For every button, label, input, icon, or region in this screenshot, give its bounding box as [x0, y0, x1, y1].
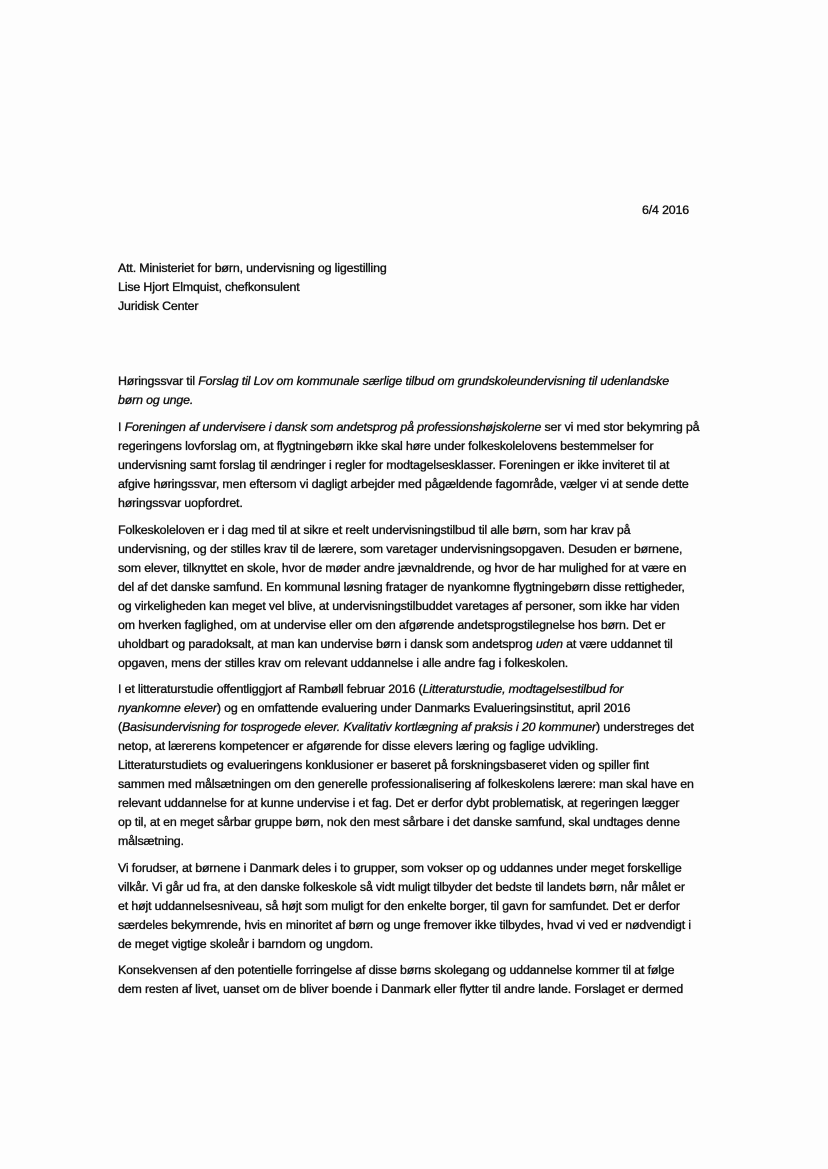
body-paragraph: [118, 680, 738, 851]
text-line: [118, 859, 738, 878]
text: de meget vigtige skoleår i barndom og ungdom.: [118, 936, 373, 951]
letter-date: 6/4 2016: [642, 203, 690, 217]
text: opgaven, mens der stilles krav om relevant uddannelse i alle andre fag i folkeskolen.: [118, 655, 569, 670]
text-line: [118, 775, 738, 794]
text: at være uddannet til: [562, 636, 673, 651]
italic-text: uden: [535, 636, 563, 651]
text: sammen med målsætningen om den generelle professionalisering af folkeskolens lærere: man skal have en: [118, 777, 694, 791]
text-line: [118, 521, 738, 540]
text: som elever, tilknyttet en skole, hvor de møder andre jævnaldrende, og hvor de har mulighed for at være en: [118, 560, 687, 575]
text: uholdbart og paradoksalt, at man kan undervise børn i dansk som andetsprog: [118, 636, 536, 651]
text: regeringens lovforslag om, at flygtningebørn ikke skal høre under folkeskolelovens bestemmelser for: [118, 439, 654, 453]
text-line: [118, 456, 738, 475]
text: (: [118, 720, 122, 734]
text: relevant uddannelse for at kunne undervise i et fag. Det er derfor dybt problematisk, at regeringen lægger: [118, 796, 680, 810]
text: dem resten af livet, uanset om de bliver boende i Danmark eller flytter til andre lande. Forslaget er dermed: [118, 982, 684, 996]
text-line: [118, 718, 738, 737]
text-line: [118, 680, 738, 699]
text-line: [118, 737, 738, 756]
text: Vi forudser, at børnene i Danmark deles i to grupper, som vokser op og uddannes under meget forskellige: [118, 860, 682, 875]
text-line: [118, 813, 738, 832]
text: undervisning samt forslag til ændringer i regler for modtagelsesklasser. Foreningen er ikke inviteret til at: [118, 458, 670, 472]
text: ) understreges det: [595, 720, 694, 734]
text-line: [118, 559, 738, 578]
body-paragraph: [118, 859, 738, 954]
text: del af det danske samfund. En kommunal løsning fratager de nyankomne flygtningebørn disse rettigheder,: [118, 579, 685, 594]
recipient-address: [118, 259, 387, 316]
text-line: [118, 437, 738, 456]
text: særdeles bekymrende, hvis en minoritet af børn og unge fremover ikke tilbydes, hvad vi ved er nødvendigt i: [118, 917, 691, 932]
text: op til, at en meget sårbar gruppe børn, nok den mest sårbare i det danske samfund, skal undtages denne: [118, 815, 680, 829]
body-paragraph: [118, 418, 738, 513]
text-line: [118, 540, 738, 559]
body-paragraph: [118, 521, 738, 673]
text: netop, at lærerens kompetencer er afgørende for disse elevers læring og faglige udvikling.: [118, 739, 599, 753]
text-line: [118, 475, 738, 494]
recipient-line: Att. Ministeriet for børn, undervisning og ligestilling: [118, 261, 387, 275]
italic-text: børn og unge.: [118, 393, 194, 407]
letter-body: [118, 372, 738, 1007]
italic-text: Forslag til Lov om kommunale særlige tilbud om grundskoleundervisning til udenlandske: [198, 374, 669, 388]
recipient-line: Juridisk Center: [118, 299, 199, 313]
text-line: [118, 578, 738, 597]
text: Folkeskoleloven er i dag med til at sikre et reelt undervisningstilbud til alle børn, som har krav på: [118, 522, 631, 537]
text-line: [118, 935, 738, 954]
text-line: [118, 654, 738, 673]
text-line: [118, 616, 738, 635]
text: høringssvar uopfordret.: [118, 496, 243, 510]
text: ) og en omfattende evaluering under Danmarks Evalueringsinstitut, april 2016: [216, 701, 631, 715]
text: om hverken faglighed, om at undervise eller om den afgørende andetsprogstilegnelse hos børn. Det er: [118, 617, 666, 632]
italic-text: Foreningen af undervisere i dansk som andetsprog på professionshøjskolerne: [124, 420, 542, 434]
text: og virkeligheden kan meget vel blive, at undervisningstilbuddet varetages af personer, som ikke har viden: [118, 598, 680, 613]
text-line: [118, 418, 738, 437]
body-paragraph: [118, 961, 738, 999]
text: vilkår. Vi går ud fra, at den danske folkeskole så vidt muligt tilbyder det bedste til landets børn, når målet er: [118, 879, 685, 894]
recipient-line: Lise Hjort Elmquist, chefkonsulent: [118, 280, 300, 294]
text: målsætning.: [118, 834, 184, 848]
text-line: [118, 794, 738, 813]
text: I: [118, 420, 125, 434]
text-line: [118, 756, 738, 775]
text: Konsekvensen af den potentielle forringelse af disse børns skolegang og uddannelse kommer til at følge: [118, 963, 675, 977]
text-line: [118, 878, 738, 897]
subject-heading: [118, 372, 738, 410]
italic-text: Basisundervisning for tosprogede elever. Kvalitativ kortlægning af praksis i 20 kommuner: [121, 720, 596, 734]
italic-text: nyankomne elever: [118, 701, 217, 715]
text: Litteraturstudiets og evalueringens konklusioner er baseret på forskningsbaseret viden og spiller fint: [118, 758, 649, 772]
text-line: [118, 635, 738, 654]
text-line: [118, 391, 738, 410]
text-line: [118, 897, 738, 916]
text: afgive høringssvar, men eftersom vi dagligt arbejder med pågældende fagområde, vælger vi at sende dette: [118, 477, 689, 491]
text: undervisning, og der stilles krav til de lærere, som varetager undervisningsopgaven. Desuden er børnene,: [118, 541, 683, 556]
text-line: [118, 372, 738, 391]
text-line: [118, 832, 738, 851]
text-line: [118, 961, 738, 980]
italic-text: Litteraturstudie, modtagelsestilbud for: [422, 682, 624, 696]
text-line: [118, 494, 738, 513]
text-line: [118, 699, 738, 718]
text: ser vi med stor bekymring på: [541, 420, 700, 434]
text-line: [118, 916, 738, 935]
text-line: [118, 597, 738, 616]
text: et højt uddannelsesniveau, så højt som muligt for den enkelte borger, til gavn for samfundet. Det er derfor: [118, 898, 680, 913]
text: Høringssvar til: [118, 374, 199, 388]
text: I et litteraturstudie offentliggjort af Rambøll februar 2016 (: [118, 682, 423, 696]
text-line: [118, 980, 738, 999]
